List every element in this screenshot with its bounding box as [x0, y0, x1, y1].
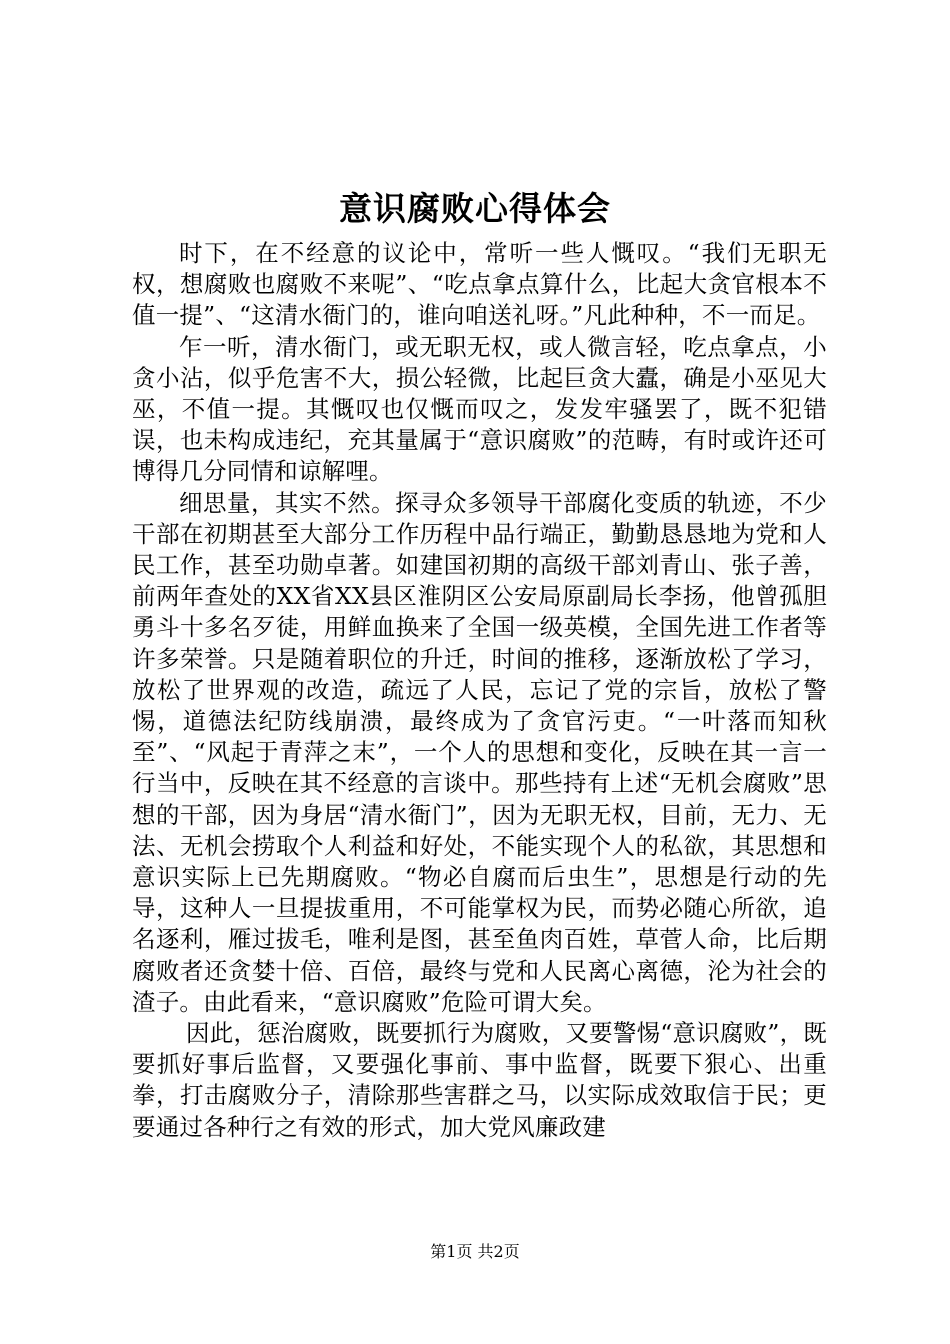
paragraph-3: 细思量，其实不然。探寻众多领导干部腐化变质的轨迹，不少干部在初期甚至大部分工作历程中品行端正，勤勤恳恳地为党和人民工作，甚至功勋卓著。如建国初期的高级干部刘青山、张子善，前两年查处的XX省XX县区淮阴区公安局原副局长李扬，他曾孤胆勇斗十多名歹徒，用鲜血换来了全国一级英模，全国先进工作者等许多荣誉。只是随着职位的升迁，时间的推移，逐渐放松了学习，放松了世界观的改造，疏远了人民，忘记了党的宗旨，放松了警惕，道德法纪防线崩溃，最终成为了贪官污吏。“一叶落而知秋至”、“风起于青萍之末”，一个人的思想和变化，反映在其一言一行当中，反映在其不经意的言谈中。那些持有上述“无机会腐败”思想的干部，因为身居“清水衙门”，因为无职无权，目前，无力、无法、无机会捞取个人利益和好处，不能实现个人的私欲，其思想和意识实际上已先期腐败。“物必自腐而后虫生”，思想是行动的先导，这种人一旦提拔重用，不可能掌权为民，而势必随心所欲，追名逐利，雁过拔毛，唯利是图，甚至鱼肉百姓，草菅人命，比后期腐败者还贪婪十倍、百倍，最终与党和人民离心离德，沦为社会的渣子。由此看来，“意识腐败”危险可谓大矣。	[132, 488, 827, 1016]
page-number-footer: 第1页 共2页	[430, 1242, 520, 1261]
paragraph-1: 时下，在不经意的议论中，常听一些人慨叹。“我们无职无权，想腐败也腐败不来呢”、“吃点拿点算什么，比起大贪官根本不值一提”、“这清水衙门的，谁向咱送礼呀。”凡此种种，不一而足。	[132, 239, 827, 330]
document-body	[132, 238, 827, 1143]
document-title: 意识腐败心得体会	[339, 189, 611, 228]
paragraph-2: 乍一听，清水衙门，或无职无权，或人微言轻，吃点拿点，小贪小沾，似乎危害不大，损公轻微，比起巨贪大蠹，确是小巫见大巫，不值一提。其慨叹也仅慨而叹之，发发牢骚罢了，既不犯错误，也未构成违纪，充其量属于“意识腐败”的范畴，有时或许还可博得几分同情和谅解哩。	[132, 332, 827, 486]
paragraph-4: 因此，惩治腐败，既要抓行为腐败，又要警惕“意识腐败”，既要抓好事后监督，又要强化事前、事中监督，既要下狠心、出重拳，打击腐败分子，清除那些害群之马，以实际成效取信于民；更要通过各种行之有效的形式，加大党风廉政建	[132, 1019, 827, 1141]
